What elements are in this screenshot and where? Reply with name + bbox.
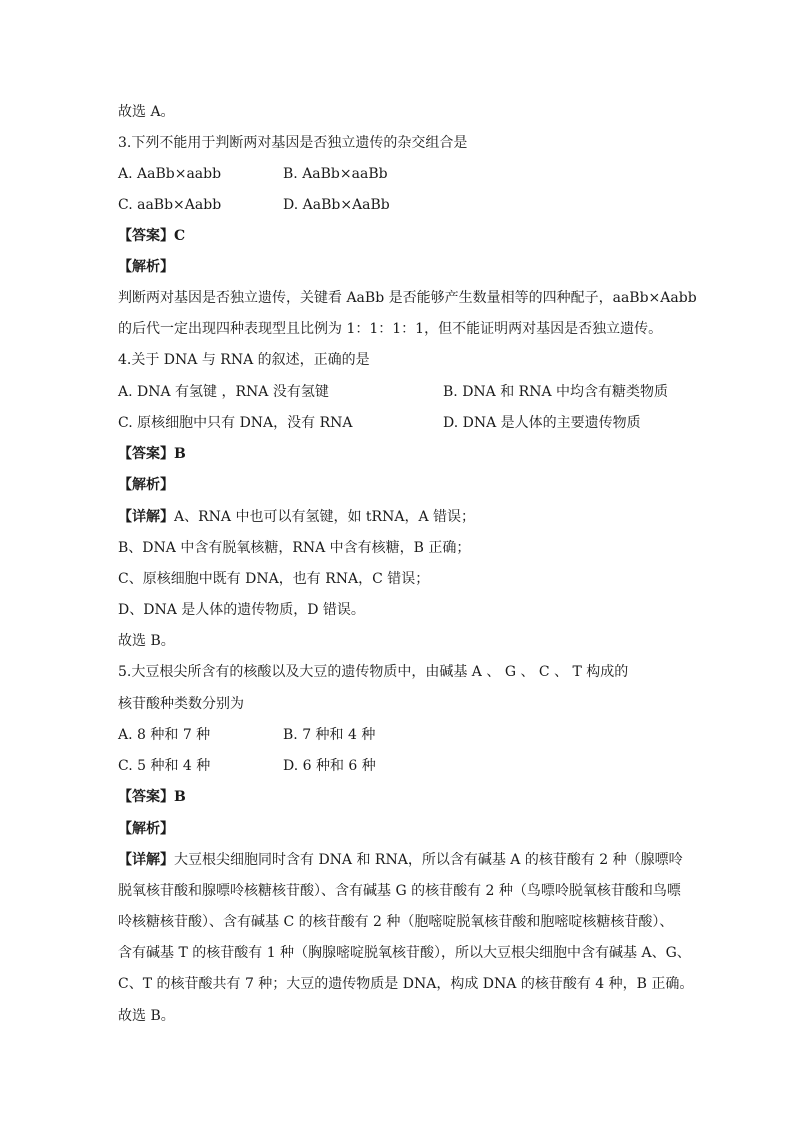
q4-detail-line-2: B、DNA 中含有脱氧核糖，RNA 中含有核糖，B 正确； [118,540,471,556]
q5-conclusion: 故选 B。 [118,1008,175,1024]
q4-answer: 【答案】B [118,446,186,462]
q5-option-d: D. 6 种和 6 种 [283,758,376,774]
q5-option-b: B. 7 种和 4 种 [283,727,376,743]
q4-stem: 4.关于 DNA 与 RNA 的叙述，正确的是 [118,352,370,368]
q3-analysis-line-2: 的后代一定出现四种表现型且比例为 1：1：1：1，但不能证明两对基因是否独立遗传。 [118,321,663,337]
q4-option-b: B. DNA 和 RNA 中均含有糖类物质 [443,384,669,400]
q3-answer: 【答案】C [118,228,186,244]
q5-detail-line-2: 脱氧核苷酸和腺嘌呤核糖核苷酸）、含有碱基 G 的核苷酸有 2 种（鸟嘌呤脱氧核苷酸和鸟嘌 [118,883,681,899]
q3-option-a: A. AaBb×aabb [118,166,222,182]
q5-detail-label: 【详解】 [118,852,174,868]
q5-detail-line-1 [118,850,683,870]
q3-option-b: B. AaBb×aaBb [283,166,388,182]
q4-option-a: A. DNA 有氢键 ，RNA 没有氢键 [118,384,329,400]
q4-detail-line-3: C、原核细胞中既有 DNA，也有 RNA，C 错误； [118,571,430,587]
q5-answer: 【答案】B [118,789,186,805]
q4-analysis-label: 【解析】 [118,477,174,493]
q5-option-c: C. 5 种和 4 种 [118,758,211,774]
q5-detail-line-3: 呤核糖核苷酸）、含有碱基 C 的核苷酸有 2 种（胞嘧啶脱氧核苷酸和胞嘧啶核糖核苷酸）、 [118,914,674,930]
q5-stem-line-1: 5.大豆根尖所含有的核酸以及大豆的遗传物质中，由碱基 A 、 G 、 C 、 T 构成的 [118,664,629,680]
q5-analysis-label: 【解析】 [118,821,174,837]
q4-option-d: D. DNA 是人体的主要遗传物质 [443,415,641,431]
q3-option-d: D. AaBb×AaBb [283,197,390,213]
q4-detail-line-1 [118,507,475,527]
q5-detail-text-1: 大豆根尖细胞同时含有 DNA 和 RNA，所以含有碱基 A 的核苷酸有 2 种（腺嘌呤 [174,852,683,868]
q3-stem: 3.下列不能用于判断两对基因是否独立遗传的杂交组合是 [118,135,468,151]
q3-option-c: C. aaBb×Aabb [118,197,222,213]
q4-option-c: C. 原核细胞中只有 DNA，没有 RNA [118,415,353,431]
q4-conclusion: 故选 B。 [118,633,175,649]
q5-stem-line-2: 核苷酸种类数分别为 [118,696,244,712]
q2-conclusion: 故选 A。 [118,104,175,120]
q4-detail-text-1: A、RNA 中也可以有氢键，如 tRNA，A 错误； [174,509,475,525]
q4-detail-label: 【详解】 [118,509,174,525]
q4-detail-line-4: D、DNA 是人体的遗传物质，D 错误。 [118,602,365,618]
q3-analysis-line-1: 判断两对基因是否独立遗传，关键看 AaBb 是否能够产生数量相等的四种配子，aaBb×Aabb [118,290,697,306]
q5-detail-line-5: C、T 的核苷酸共有 7 种；大豆的遗传物质是 DNA，构成 DNA 的核苷酸有 4 种，B 正确。 [118,976,694,992]
q5-option-a: A. 8 种和 7 种 [118,727,211,743]
q5-detail-line-4: 含有碱基 T 的核苷酸有 1 种（胸腺嘧啶脱氧核苷酸），所以大豆根尖细胞中含有碱基 A、G、 [118,945,691,961]
q3-analysis-label: 【解析】 [118,259,174,275]
